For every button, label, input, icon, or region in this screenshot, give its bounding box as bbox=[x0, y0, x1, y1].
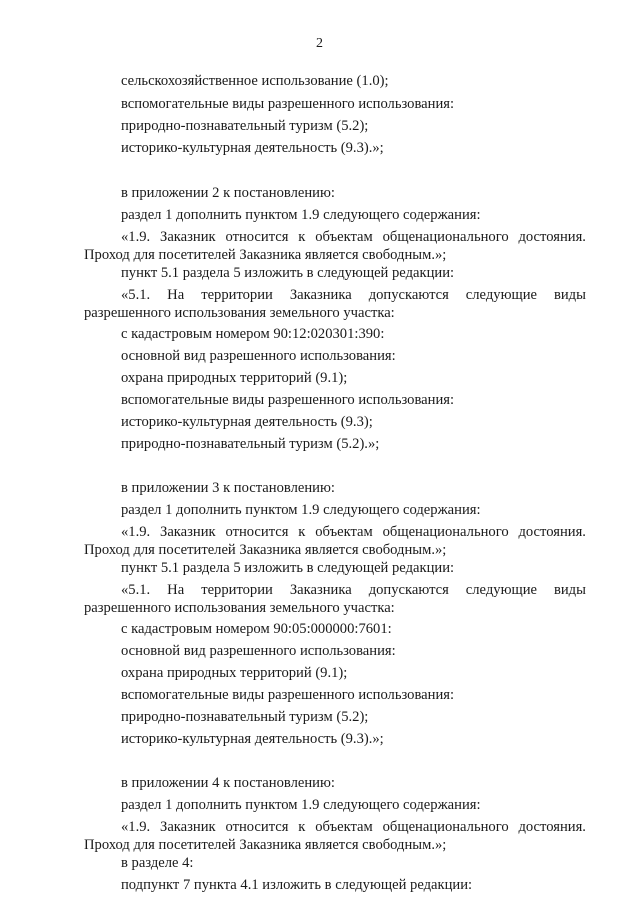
text-line: подпункт 7 пункта 4.1 изложить в следующей редакции: bbox=[121, 877, 473, 893]
text-line: с кадастровым номером 90:05:000000:7601: bbox=[121, 621, 392, 637]
text-line: вспомогательные виды разрешенного использования: bbox=[121, 96, 455, 112]
text-line: в приложении 4 к постановлению: bbox=[121, 775, 335, 791]
text-line: раздел 1 дополнить пунктом 1.9 следующего содержания: bbox=[121, 207, 481, 223]
justified-line: «1.9. Заказник относится к объектам общенационального достояния. bbox=[121, 819, 586, 835]
text-line: в приложении 2 к постановлению: bbox=[121, 185, 335, 201]
text-line: сельскохозяйственное использование (1.0); bbox=[121, 73, 389, 89]
text-line: основной вид разрешенного использования: bbox=[121, 643, 396, 659]
text-line: природно-познавательный туризм (5.2); bbox=[121, 118, 369, 134]
text-line: вспомогательные виды разрешенного использования: bbox=[121, 687, 455, 703]
text-line: вспомогательные виды разрешенного использования: bbox=[121, 392, 455, 408]
text-line: охрана природных территорий (9.1); bbox=[121, 370, 348, 386]
text-line: в разделе 4: bbox=[121, 855, 194, 871]
text-line: раздел 1 дополнить пунктом 1.9 следующего содержания: bbox=[121, 797, 481, 813]
text-line: историко-культурная деятельность (9.3); bbox=[121, 414, 373, 430]
justified-line: «5.1. На территории Заказника допускаются следующие виды bbox=[121, 287, 586, 303]
justified-line: «1.9. Заказник относится к объектам общенационального достояния. bbox=[121, 229, 586, 245]
text-line: охрана природных территорий (9.1); bbox=[121, 665, 348, 681]
text-line: разрешенного использования земельного участка: bbox=[84, 305, 395, 321]
text-line: пункт 5.1 раздела 5 изложить в следующей редакции: bbox=[121, 265, 455, 281]
text-line: историко-культурная деятельность (9.3).»; bbox=[121, 140, 384, 156]
text-line: с кадастровым номером 90:12:020301:390: bbox=[121, 326, 385, 342]
text-line: разрешенного использования земельного участка: bbox=[84, 600, 395, 616]
text-line: в приложении 3 к постановлению: bbox=[121, 480, 335, 496]
text-line: природно-познавательный туризм (5.2).»; bbox=[121, 436, 380, 452]
text-line: историко-культурная деятельность (9.3).»; bbox=[121, 731, 384, 747]
justified-line: «1.9. Заказник относится к объектам общенационального достояния. bbox=[121, 524, 586, 540]
text-line: природно-познавательный туризм (5.2); bbox=[121, 709, 369, 725]
justified-line: «5.1. На территории Заказника допускаются следующие виды bbox=[121, 582, 586, 598]
text-line: раздел 1 дополнить пунктом 1.9 следующего содержания: bbox=[121, 502, 481, 518]
text-line: Проход для посетителей Заказника является свободным.»; bbox=[84, 837, 447, 853]
text-line: Проход для посетителей Заказника является свободным.»; bbox=[84, 542, 447, 558]
text-line: основной вид разрешенного использования: bbox=[121, 348, 396, 364]
page-number: 2 bbox=[316, 36, 323, 51]
text-line: пункт 5.1 раздела 5 изложить в следующей редакции: bbox=[121, 560, 455, 576]
text-line: Проход для посетителей Заказника является свободным.»; bbox=[84, 247, 447, 263]
